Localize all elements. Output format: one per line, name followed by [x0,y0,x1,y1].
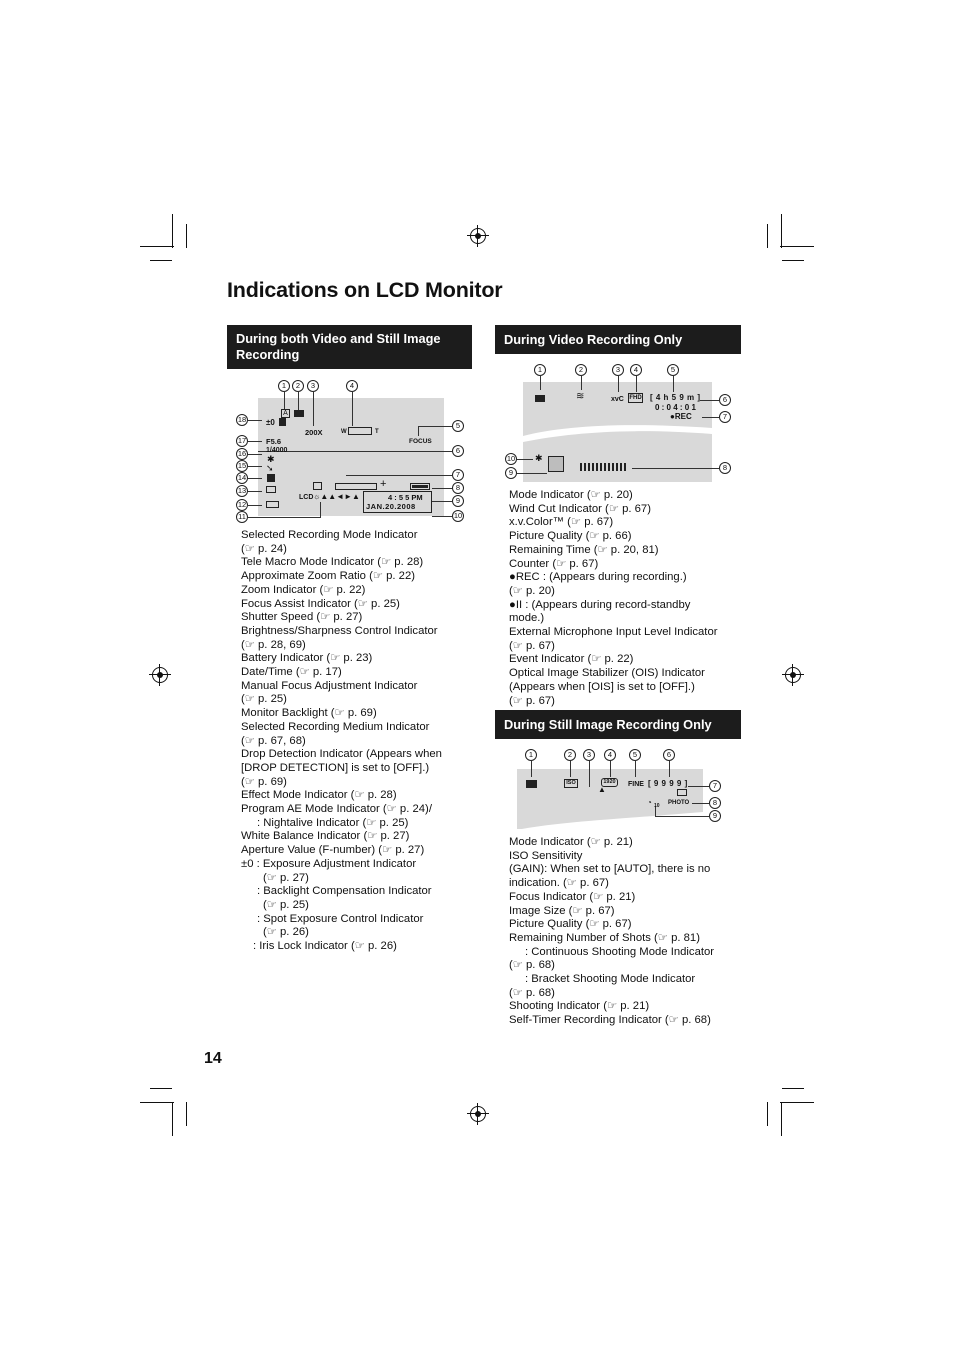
list-item: Remaining Time (☞ p. 20, 81) [509,543,659,556]
list-item: Picture Quality (☞ p. 66) [509,530,632,543]
list-item: Date/Time (☞ p. 17) [241,666,342,679]
lcd-time: 4 : 5 5 PM [388,493,423,502]
wind-cut-icon: ≋ [576,391,585,402]
zoom-ratio: 200X [305,428,323,437]
section-heading-video-text: During Video Recording Only [504,331,683,347]
drop-detection-icon [266,486,276,493]
list-video [509,489,718,708]
list-item: Selected Recording Mode Indicator [241,529,418,541]
callout-6: 6 [719,394,731,406]
white-balance-icon: ✱ [267,454,275,464]
callout-9: 9 [709,810,721,822]
list-item: Mode Indicator (☞ p. 20) [509,489,633,501]
list-item: (☞ p. 25) [241,693,287,706]
rec-indicator: ●REC [670,412,692,421]
callout-15: 15 [237,461,247,470]
section-heading-video [495,325,741,354]
lcd-wave-bottom [517,808,703,830]
counter: 0 : 0 4 : 0 1 [655,403,696,412]
callout-13: 13 [237,486,247,495]
iso-badge: ISO [564,779,578,788]
mode-a-icon: A [281,409,290,418]
zoom-bar [348,427,372,435]
list-item: (Appears when [OIS] is set to [OFF].) [509,680,695,693]
callout-1: 1 [278,380,290,392]
plus-icon: + [380,478,387,490]
program-ae-icon: ➘ [266,463,274,473]
list-item: Mode Indicator (☞ p. 21) [509,836,633,848]
list-item: : Continuous Shooting Mode Indicator [525,945,715,958]
image-size-badge: 1920 [601,778,618,787]
list-item: Counter (☞ p. 67) [509,557,599,570]
callout-4: 4 [630,364,642,376]
effect-mode-icon [267,474,275,482]
callout-14: 14 [237,473,247,482]
list-still [509,836,714,1028]
list-item: Focus Assist Indicator (☞ p. 25) [241,597,400,610]
list-item: (☞ p. 69) [241,775,287,788]
list-item: (☞ p. 67) [509,694,555,707]
xvcolor-label: xvC [611,396,624,403]
callout-2: 2 [564,749,576,761]
callout-6: 6 [663,749,675,761]
callout-1: 1 [534,364,546,376]
list-item: ISO Sensitivity [509,849,583,862]
ois-icon [548,456,564,472]
callout-3: 3 [612,364,624,376]
list-item: Drop Detection Indicator (Appears when [241,748,442,761]
remaining-time: [ 4 h 5 9 m ] [650,393,701,402]
list-item: ●II : (Appears during record-standby [509,598,691,611]
list-item: ●REC : (Appears during recording.) [509,571,687,584]
callout-5: 5 [667,364,679,376]
lcd-date: JAN.20.2008 [366,502,416,511]
list-item: Approximate Zoom Ratio (☞ p. 22) [241,570,415,583]
list-item: Focus Indicator (☞ p. 21) [509,890,636,903]
list-item: Self-Timer Recording Indicator (☞ p. 68) [509,1014,711,1027]
self-timer-icon: ◔ [647,798,652,807]
picture-quality-label: FINE [628,781,644,788]
callout-16: 16 [237,449,247,458]
list-item: Manual Focus Adjustment Indicator [241,679,418,692]
exposure-value: ±0 [266,418,275,427]
list-item: (☞ p. 26) [263,926,309,939]
registration-mark-left [152,667,168,683]
callout-1: 1 [525,749,537,761]
callout-10: 10 [453,511,463,520]
section-heading-both [227,325,472,369]
list-item: (☞ p. 68) [509,986,555,999]
callout-10: 10 [506,454,516,463]
photo-label: PHOTO [668,800,690,806]
callout-2: 2 [292,380,304,392]
recording-medium-icon [266,501,279,508]
callout-7: 7 [709,780,721,792]
section-heading-still-text: During Still Image Recording Only [504,716,712,732]
callout-8: 8 [452,482,464,494]
list-item: (☞ p. 68) [509,959,555,972]
list-item: Zoom Indicator (☞ p. 22) [241,583,366,596]
list-item: Tele Macro Mode Indicator (☞ p. 28) [241,556,424,569]
callout-5: 5 [452,420,464,432]
camera-mode-icon [526,780,537,788]
list-item: (☞ p. 67, 68) [241,734,306,747]
self-timer-value: 10 [654,803,660,809]
callout-8: 8 [709,797,721,809]
callout-12: 12 [237,500,247,509]
list-item: Picture Quality (☞ p. 67) [509,918,632,931]
section-heading-both-text: During both Video and Still Image Recording [236,331,441,362]
brightness-bar [335,483,377,490]
list-item: Selected Recording Medium Indicator [241,720,430,733]
callout-2: 2 [575,364,587,376]
list-item: (☞ p. 20) [509,584,555,597]
focus-label: FOCUS [409,438,432,445]
continuous-shooting-icon [677,789,687,796]
callout-3: 3 [583,749,595,761]
lcd-wave-divider [523,420,712,450]
list-item: Event Indicator (☞ p. 22) [509,653,634,666]
callout-5: 5 [629,749,641,761]
callout-9: 9 [505,467,517,479]
list-item: (GAIN): When set to [AUTO], there is no [509,863,711,876]
callout-18: 18 [237,415,247,424]
callout-7: 7 [719,411,731,423]
list-item: indication. (☞ p. 67) [509,877,609,890]
list-item: Shutter Speed (☞ p. 27) [241,611,363,624]
tele-macro-icon [294,410,304,417]
video-mode-icon [535,395,545,402]
aperture-value: F5.6 [266,437,282,446]
list-item: ±0 : Exposure Adjustment Indicator [241,857,417,870]
monitor-backlight-icon: ☼▲▲◄►▲ [313,492,360,501]
remaining-shots: [ 9 9 9 9 ] [648,779,688,788]
list-item: (☞ p. 24) [241,542,287,555]
lcd-label: LCD [299,494,314,501]
registration-mark-bottom [470,1106,486,1122]
callout-8: 8 [719,462,731,474]
callout-7: 7 [452,469,464,481]
section-heading-still [495,710,741,739]
battery-icon [410,483,430,490]
list-item: Program AE Mode Indicator (☞ p. 24)/ [241,803,432,816]
page-number: 14 [204,1050,222,1067]
zoom-t-label: T [375,429,379,435]
list-item: White Balance Indicator (☞ p. 27) [241,830,410,843]
list-item: [DROP DETECTION] is set to [OFF].) [241,761,430,774]
list-item: : Iris Lock Indicator (☞ p. 26) [253,940,397,953]
list-item: : Backlight Compensation Indicator [257,885,432,898]
list-item: Monitor Backlight (☞ p. 69) [241,707,377,720]
list-item: Optical Image Stabilizer (OIS) Indicator [509,667,705,680]
list-item: : Nightalive Indicator (☞ p. 25) [257,816,409,829]
list-item: (☞ p. 27) [263,871,309,884]
list-item: (☞ p. 28, 69) [241,638,306,651]
list-item: : Spot Exposure Control Indicator [257,912,424,925]
list-item: External Microphone Input Level Indicator [509,626,718,639]
iris-lock-icon [279,418,286,426]
list-item: x.v.Color™ (☞ p. 67) [509,516,614,529]
callout-9: 9 [452,495,464,507]
list-item: : Bracket Shooting Mode Indicator [525,973,696,986]
list-item: mode.) [509,612,545,625]
mic-level-meter [580,463,628,471]
list-item: Effect Mode Indicator (☞ p. 28) [241,789,397,802]
event-icon: ✱ [535,453,543,463]
list-item: (☞ p. 67) [509,639,555,652]
callout-17: 17 [237,436,247,445]
registration-mark-top [470,228,486,244]
shutter-speed: 1/4000 [266,447,288,454]
list-item: Aperture Value (F-number) (☞ p. 27) [241,844,425,857]
picture-quality-badge: FHD [629,395,642,401]
callout-11: 11 [236,511,248,523]
list-item: (☞ p. 25) [263,898,309,911]
list-item: Brightness/Sharpness Control Indicator [241,624,438,637]
zoom-w-label: W [341,429,347,435]
registration-mark-right [785,667,801,683]
callout-4: 4 [346,380,358,392]
list-item: Shooting Indicator (☞ p. 21) [509,1000,650,1013]
list-item: Wind Cut Indicator (☞ p. 67) [509,502,651,515]
page-title: Indications on LCD Monitor [227,278,503,302]
callout-3: 3 [307,380,319,392]
list-both [241,529,442,954]
callout-6: 6 [452,445,464,457]
list-item: Battery Indicator (☞ p. 23) [241,652,373,665]
focus-icon: ▲ [598,785,606,794]
callout-4: 4 [604,749,616,761]
list-item: Remaining Number of Shots (☞ p. 81) [509,931,700,944]
list-item: Image Size (☞ p. 67) [509,904,615,917]
focus-assist-icon [313,482,322,490]
